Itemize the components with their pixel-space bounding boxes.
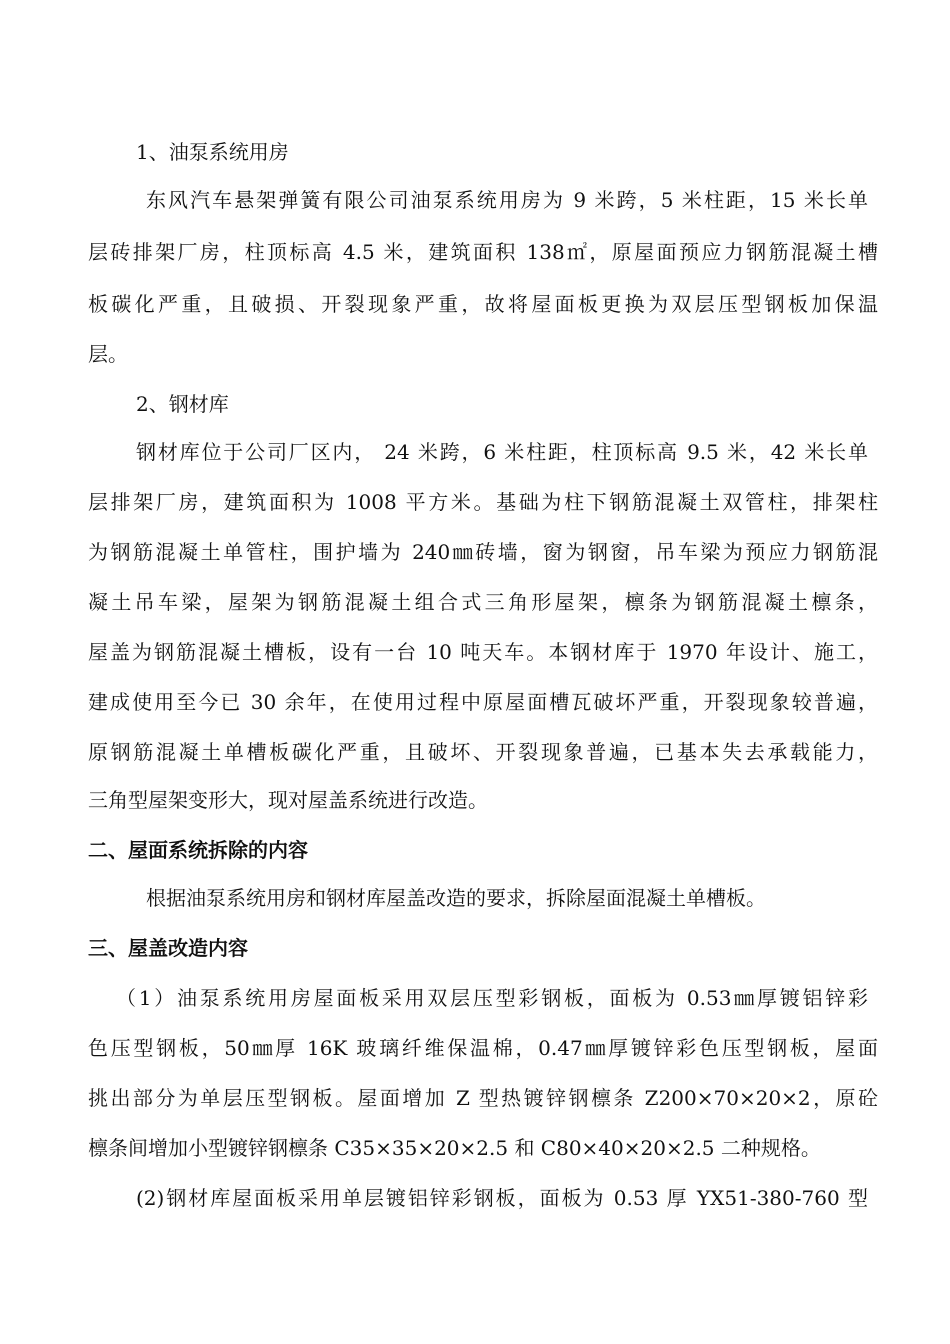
paragraph-line: (2)钢材库屋面板采用单层镀铝锌彩钢板，面板为 0.53 厚 YX51-380-760 型 [136,1186,868,1210]
section-heading-oil-pump-room: 1、油泵系统用房 [136,140,289,164]
paragraph-line: 色压型钢板，50㎜厚 16K 玻璃纤维保温棉，0.47㎜厚镀锌彩色压型钢板，屋面 [88,1036,878,1060]
section-heading-steel-warehouse: 2、钢材库 [136,392,229,416]
paragraph-line: 层排架厂房，建筑面积为 1008 平方米。基础为柱下钢筋混凝土双管柱，排架柱 [88,490,878,514]
section-heading-roof-removal: 二、屋面系统拆除的内容 [88,838,308,862]
paragraph-line: 钢材库位于公司厂区内， 24 米跨，6 米柱距，柱顶标高 9.5 米，42 米长单 [136,440,868,464]
paragraph-line: 挑出部分为单层压型钢板。屋面增加 Z 型热镀锌钢檩条 Z200×70×20×2，原砼 [88,1086,878,1110]
paragraph-line: 建成使用至今已 30 余年，在使用过程中原屋面槽瓦破坏严重，开裂现象较普遍， [88,690,878,714]
paragraph-line: （1）油泵系统用房屋面板采用双层压型彩钢板，面板为 0.53㎜厚镀铝锌彩 [116,986,868,1010]
paragraph-line: 原钢筋混凝土单槽板碳化严重，且破坏、开裂现象普遍，已基本失去承载能力， [88,740,878,764]
paragraph-line: 为钢筋混凝土单管柱，围护墙为 240㎜砖墙，窗为钢窗，吊车梁为预应力钢筋混 [88,540,878,564]
paragraph-line: 屋盖为钢筋混凝土槽板，设有一台 10 吨天车。本钢材库于 1970 年设计、施工， [88,640,878,664]
paragraph-line: 凝土吊车梁，屋架为钢筋混凝土组合式三角形屋架，檩条为钢筋混凝土檩条， [88,590,878,614]
paragraph-line: 板碳化严重，且破损、开裂现象严重，故将屋面板更换为双层压型钢板加保温 [88,292,878,316]
paragraph-line: 三角型屋架变形大，现对屋盖系统进行改造。 [88,788,488,812]
paragraph-line: 檩条间增加小型镀锌钢檩条 C35×35×20×2.5 和 C80×40×20×2.5 二种规格。 [88,1136,821,1160]
paragraph-line: 东风汽车悬架弹簧有限公司油泵系统用房为 9 米跨，5 米柱距，15 米长单 [146,188,868,212]
paragraph-line: 层。 [88,342,128,366]
section-heading-roof-renovation: 三、屋盖改造内容 [88,936,248,960]
paragraph-line: 根据油泵系统用房和钢材库屋盖改造的要求，拆除屋面混凝土单槽板。 [146,886,766,910]
paragraph-line: 层砖排架厂房，柱顶标高 4.5 米，建筑面积 138㎡，原屋面预应力钢筋混凝土槽 [88,240,878,264]
